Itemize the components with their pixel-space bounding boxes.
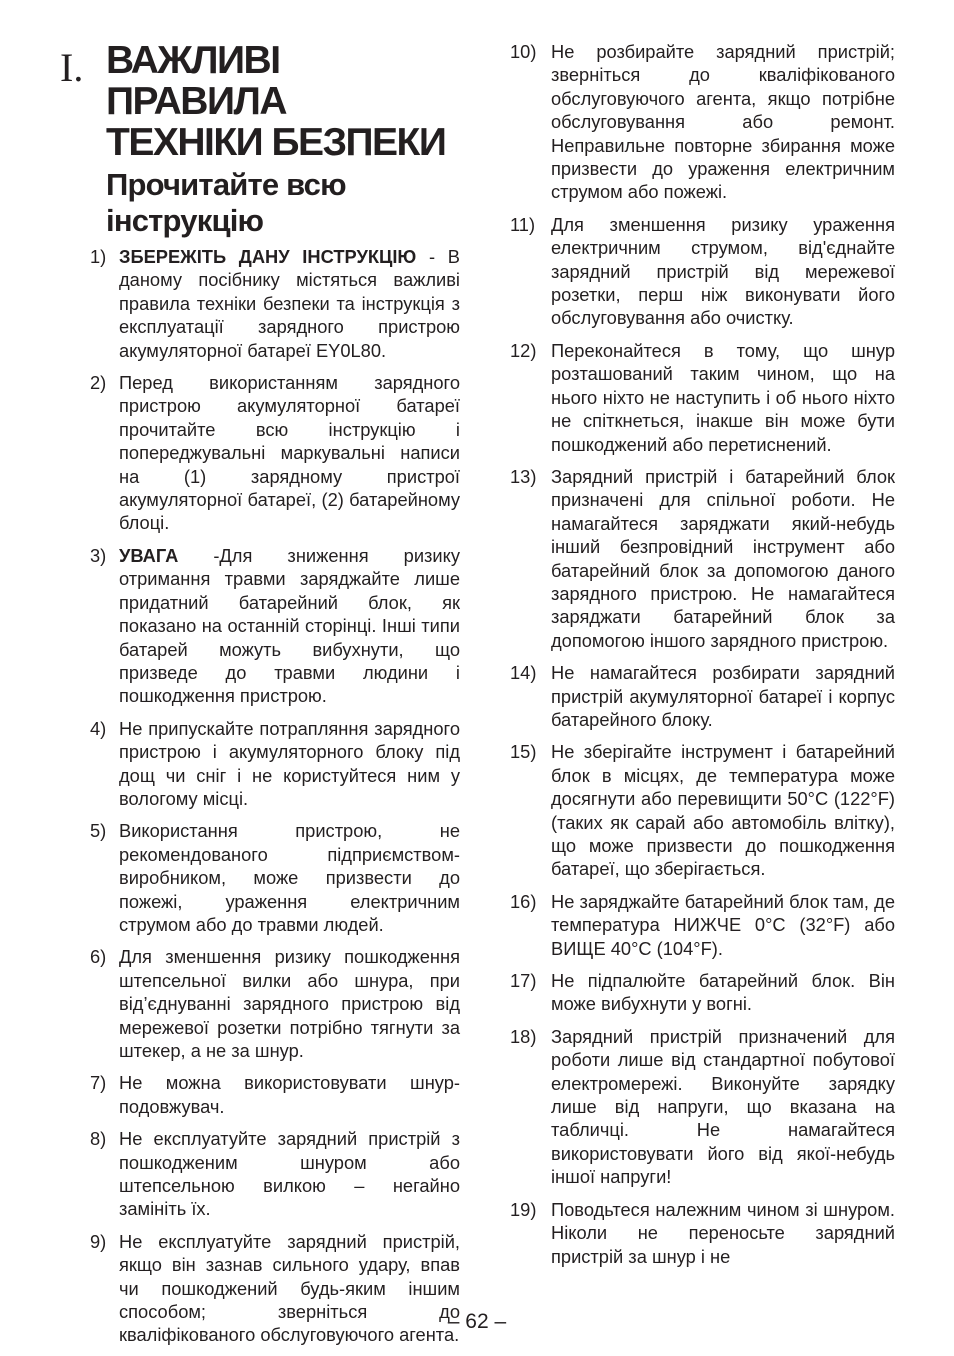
safety-instruction-item [505, 1198, 895, 1268]
safety-instruction-item [505, 740, 895, 880]
right-safety-list [505, 40, 895, 1268]
safety-instruction-item [505, 890, 895, 960]
safety-instruction-item [505, 339, 895, 456]
left-column [60, 40, 460, 1356]
item-number: 14) [510, 662, 537, 684]
safety-instruction-item [60, 819, 460, 936]
section-heading [60, 40, 460, 239]
item-text: Для зменшення ризику пошкодження штепсельної вилки або шнура, при від’єднуванні зарядного пристрою від мережевої розетки потрібно тягнути за штекер, а не за шнур. [119, 946, 460, 1061]
item-number: 5) [90, 820, 107, 842]
item-number: 9) [90, 1230, 107, 1252]
item-number: 4) [90, 717, 107, 739]
safety-instruction-item [505, 1025, 895, 1189]
safety-instruction-item [60, 245, 460, 362]
item-text: Не можна використовувати шнур-подовжувач. [119, 1072, 460, 1117]
section-title-line1: ВАЖЛИВІ ПРАВИЛА [106, 39, 287, 123]
item-number: 19) [510, 1198, 537, 1220]
item-lead-text: ЗБЕРЕЖІТЬ ДАНУ ІНСТРУКЦІЮ [119, 246, 417, 267]
item-number: 13) [510, 465, 537, 487]
left-safety-list [60, 245, 460, 1347]
safety-instruction-item [60, 371, 460, 535]
section-title-line2: ТЕХНІКИ БЕЗПЕКИ [106, 121, 446, 164]
item-number: 7) [90, 1072, 107, 1094]
item-text: Не заряджайте батарейний блок там, де температура НИЖЧЕ 0°C (32°F) або ВИЩЕ 40°C (104°F). [551, 890, 895, 959]
safety-instruction-item [505, 661, 895, 731]
item-number: 18) [510, 1025, 537, 1047]
item-number: 17) [510, 970, 537, 992]
section-subtitle: Прочитайте всю інструкцію [106, 167, 346, 238]
right-column [505, 40, 895, 1277]
section-number: I. [60, 45, 84, 90]
item-number: 12) [510, 339, 537, 361]
item-number: 10) [510, 41, 537, 62]
item-text: Зарядний пристрій і батарейний блок призначені для спільної роботи. Не намагайтеся заряджати який-небудь інший безпровідний інструмент або батарейний блок за допомогою даного зарядного пристрою. Не намагайтеся заряджати батарейний блок за допомогою іншого зарядного пристрою. [551, 465, 895, 651]
item-text: Не зберігайте інструмент і батарейний блок в місцях, де температура може досягнути або перевищити 50°C (122°F) (таких як сарай або автомобіль влітку), що може призвести до пошкодження батареї, що зберігається. [551, 741, 895, 880]
item-text: Не підпалюйте батарейний блок. Він може вибухнути у вогні. [551, 970, 895, 1015]
page-number: – 62 – [447, 1310, 507, 1333]
item-text: Зарядний пристрій призначений для роботи лише від стандартної побутової електромережі. Виконуйте зарядку лише від напруги, що вказана на табличці. Не намагайтеся використовувати його від якої-небудь іншої напруги! [551, 1025, 895, 1188]
item-text: Використання пристрою, не рекомендованого підприємством-виробником, може призвести до пожежі, ураження електричним струмом або до травми людей. [119, 820, 460, 935]
safety-instruction-item [60, 1071, 460, 1118]
item-number: 3) [90, 544, 107, 566]
item-text: -Для зниження ризику отримання травми заряджайте лише придатний батарейний блок, як показано на останній сторінці. Інші типи батарей можуть вибухнути, що призведе до травми людини і пошкодження пристрою. [119, 544, 460, 707]
item-text: - В даному посібнику містяться важливі правила техніки безпеки та інструкція з експлуатації зарядного пристрою акумуляторної батареї EY0L80. [119, 246, 460, 361]
safety-instruction-item [505, 213, 895, 330]
safety-instruction-item [505, 40, 895, 204]
item-text: Не розбирайте зарядний пристрій; зверніться до кваліфікованого обслуговуючого агента, якщо потрібне обслуговування або ремонт. Неправильне повторне збирання може призвести до ураження електричним струмом або пожежі. [551, 41, 895, 203]
safety-instruction-item [505, 465, 895, 652]
item-number: 1) [90, 246, 107, 267]
safety-instruction-item [60, 544, 460, 708]
item-text: Не експлуатуйте зарядний пристрій, якщо він зазнав сильного удару, впав чи пошкоджений будь-яким іншим способом; зверніться до кваліфікованого обслуговуючого агента. [119, 1230, 460, 1346]
item-text: Поводьтеся належним чином зі шнуром. Ніколи не переносьте зарядний пристрій за шнур і не [551, 1198, 895, 1267]
safety-instruction-item [60, 717, 460, 811]
item-text: Перед використанням зарядного пристрою акумуляторної батареї прочитайте всю інструкцію і попереджувальні маркувальні написи на (1) зарядному пристрої акумуляторної батареї, (2) батарейному блоці. [119, 372, 460, 534]
safety-instruction-item [60, 1127, 460, 1221]
item-lead-text: УВАГА [119, 544, 179, 566]
item-text: Не припускайте потрапляння зарядного пристрою і акумуляторного блоку під дощ чи сніг і не користуйтеся ним у вологому місці. [119, 717, 460, 809]
item-text: Не експлуатуйте зарядний пристрій з пошкодженим шнуром або штепсельною вилкою – негайно замініть їх. [119, 1128, 460, 1220]
item-number: 16) [510, 890, 537, 912]
item-text: Не намагайтеся розбирати зарядний пристрій акумуляторної батареї і корпус батарейного блоку. [551, 662, 895, 730]
item-number: 6) [90, 946, 107, 968]
item-number: 11) [510, 213, 536, 235]
safety-instruction-item [60, 945, 460, 1062]
item-number: 2) [90, 372, 107, 394]
item-number: 15) [510, 741, 537, 763]
item-text: Переконайтеся в тому, що шнур розташований таким чином, що на нього ніхто не наступить і об нього ніхто не спіткнеться, інакше він може бути пошкоджений або перетиснений. [551, 339, 895, 455]
item-text: Для зменшення ризику ураження електричним струмом, від'єднайте зарядний пристрій від мережевої розетки, перш ніж виконувати його обслуговування або очистку. [551, 213, 895, 329]
item-number: 8) [90, 1128, 107, 1150]
safety-instruction-item [505, 969, 895, 1016]
